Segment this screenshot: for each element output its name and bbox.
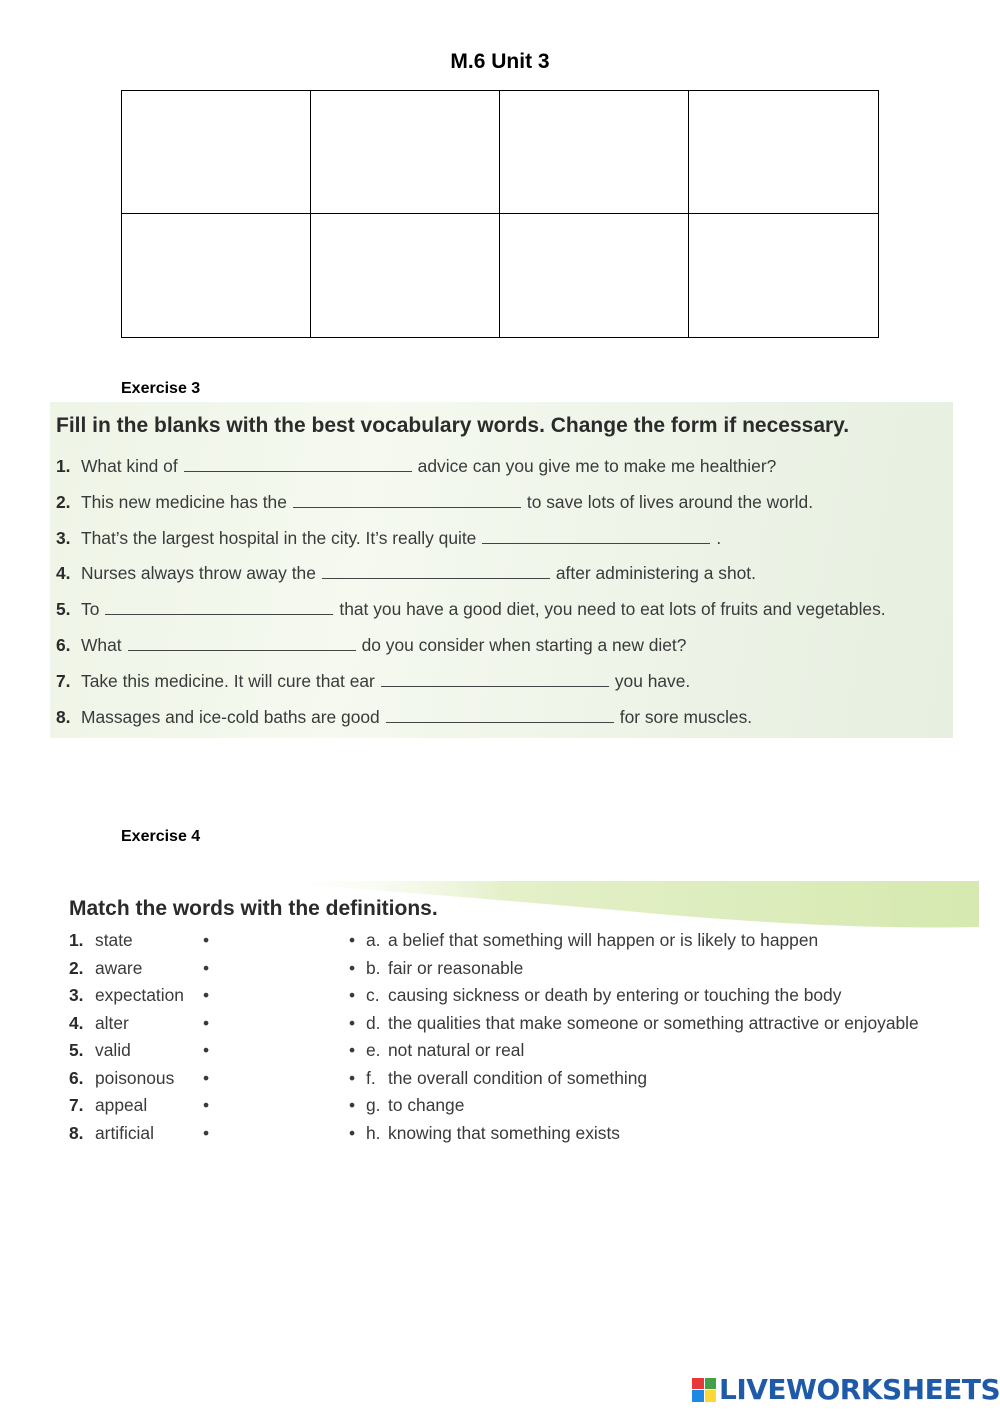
match-definition: to change — [388, 1095, 465, 1115]
word-match-dot[interactable]: • — [203, 1012, 210, 1033]
item-number: 3. — [56, 527, 71, 548]
fill-in-item — [56, 528, 951, 564]
match-definition: knowing that something exists — [388, 1122, 620, 1143]
fill-in-item — [56, 456, 951, 492]
definition-match-dot[interactable]: • — [349, 1012, 356, 1033]
item-number: 1. — [56, 456, 71, 476]
fill-in-item — [56, 671, 951, 707]
answer-blank[interactable] — [381, 673, 609, 687]
word-match-dot[interactable]: • — [203, 1122, 210, 1143]
definition-letter: g. — [366, 1095, 381, 1115]
word-match-dot[interactable]: • — [203, 1095, 210, 1115]
grid-cell — [311, 214, 500, 337]
grid-cell — [500, 214, 689, 337]
item-text-before: Massages and ice-cold baths are good — [81, 706, 380, 727]
matching-row — [69, 930, 989, 958]
word-match-dot[interactable]: • — [203, 1040, 210, 1060]
word-number: 2. — [69, 957, 84, 978]
word-match-dot[interactable]: • — [203, 957, 210, 978]
item-number: 6. — [56, 634, 71, 655]
picture-grid — [121, 90, 879, 338]
grid-cell — [689, 214, 878, 337]
item-text-before: Take this medicine. It will cure that ear — [81, 670, 375, 691]
item-text-after: to save lots of lives around the world. — [526, 491, 814, 512]
word-match-dot[interactable]: • — [203, 985, 210, 1005]
item-text-before: Nurses always throw away the — [81, 563, 316, 584]
definition-letter: f. — [366, 1067, 376, 1088]
match-word: artificial — [95, 1122, 154, 1143]
match-word: aware — [95, 957, 143, 978]
matching-row — [69, 1013, 989, 1041]
answer-blank[interactable] — [184, 458, 412, 472]
item-text-after: that you have a good diet, you need to eat lots of fruits and vegetables. — [339, 599, 886, 620]
logo-square — [705, 1378, 717, 1390]
matching-row — [69, 985, 989, 1013]
exercise-3-heading: Fill in the blanks with the best vocabulary words. Change the form if necessary. — [56, 414, 850, 437]
grid-cell — [311, 91, 500, 214]
item-number: 8. — [56, 706, 71, 727]
matching-row — [69, 1040, 989, 1068]
definition-match-dot[interactable]: • — [349, 1040, 356, 1060]
definition-match-dot[interactable]: • — [349, 957, 356, 978]
logo-square — [692, 1390, 704, 1402]
item-text-after: advice can you give me to make me healthier? — [417, 456, 777, 476]
definition-letter: e. — [366, 1040, 381, 1060]
matching-row — [69, 1095, 989, 1123]
word-number: 7. — [69, 1095, 84, 1115]
exercise-4-label: Exercise 4 — [121, 828, 201, 845]
matching-row — [69, 1068, 989, 1096]
match-word: poisonous — [95, 1067, 175, 1088]
item-text-after: . — [716, 527, 722, 548]
item-text-after: you have. — [614, 670, 691, 691]
matching-row — [69, 1123, 989, 1151]
fill-in-item — [56, 599, 951, 635]
match-definition: the overall condition of something — [388, 1067, 648, 1088]
match-word: alter — [95, 1012, 129, 1033]
word-number: 4. — [69, 1012, 84, 1033]
definition-match-dot[interactable]: • — [349, 985, 356, 1005]
page-title: M.6 Unit 3 — [450, 50, 550, 73]
fill-in-item — [56, 635, 951, 671]
match-word: state — [95, 930, 133, 950]
word-number: 5. — [69, 1040, 84, 1060]
answer-blank[interactable] — [105, 601, 333, 615]
word-number: 3. — [69, 985, 84, 1005]
liveworksheets-logo — [692, 1373, 1000, 1406]
item-number: 5. — [56, 599, 71, 620]
item-number: 4. — [56, 563, 71, 584]
item-number: 7. — [56, 670, 71, 691]
grid-cell — [122, 91, 311, 214]
answer-blank[interactable] — [322, 565, 550, 579]
item-text-before: This new medicine has the — [81, 491, 287, 512]
word-number: 1. — [69, 930, 84, 950]
answer-blank[interactable] — [482, 530, 710, 544]
exercise-4-heading: Match the words with the definitions. — [69, 897, 438, 920]
definition-letter: h. — [366, 1122, 381, 1143]
match-word: appeal — [95, 1095, 148, 1115]
definition-match-dot[interactable]: • — [349, 1122, 356, 1143]
item-text-after: for sore muscles. — [619, 706, 753, 727]
definition-letter: a. — [366, 930, 381, 950]
answer-blank[interactable] — [128, 637, 356, 651]
logo-square — [705, 1390, 717, 1402]
matching-row — [69, 958, 989, 986]
word-number: 8. — [69, 1122, 84, 1143]
exercise-3-list — [56, 456, 951, 742]
item-text-before: To — [81, 599, 100, 620]
fill-in-item — [56, 707, 951, 743]
item-text-after: do you consider when starting a new diet? — [361, 634, 687, 655]
match-definition: a belief that something will happen or is likely to happen — [388, 930, 819, 950]
liveworksheets-logo-icon — [692, 1378, 716, 1402]
word-number: 6. — [69, 1067, 84, 1088]
item-text-before: That’s the largest hospital in the city. It’s really quite — [81, 527, 477, 548]
fill-in-item — [56, 492, 951, 528]
grid-cell — [122, 214, 311, 337]
exercise-4-matching — [69, 930, 989, 1150]
definition-match-dot[interactable]: • — [349, 930, 356, 950]
definition-match-dot[interactable]: • — [349, 1095, 356, 1115]
match-definition: not natural or real — [388, 1040, 525, 1060]
liveworksheets-logo-text: LIVEWORKSHEETS — [719, 1373, 1000, 1406]
match-word: valid — [95, 1040, 131, 1060]
match-definition: causing sickness or death by entering or touching the body — [388, 985, 842, 1005]
match-word: expectation — [95, 985, 184, 1005]
answer-blank[interactable] — [293, 494, 521, 508]
exercise-3-panel — [50, 402, 953, 738]
item-text-after: after administering a shot. — [555, 563, 756, 584]
definition-letter: b. — [366, 957, 381, 978]
item-number: 2. — [56, 491, 71, 512]
item-text-before: What kind of — [81, 456, 178, 476]
word-match-dot[interactable]: • — [203, 930, 210, 950]
answer-blank[interactable] — [386, 709, 614, 723]
match-definition: fair or reasonable — [388, 957, 524, 978]
definition-letter: d. — [366, 1012, 381, 1033]
item-text-before: What — [81, 634, 122, 655]
fill-in-item — [56, 563, 951, 599]
grid-cell — [500, 91, 689, 214]
grid-cell — [689, 91, 878, 214]
definition-letter: c. — [366, 985, 380, 1005]
word-match-dot[interactable]: • — [203, 1067, 210, 1088]
exercise-3-label: Exercise 3 — [121, 380, 201, 397]
logo-square — [692, 1378, 704, 1390]
definition-match-dot[interactable]: • — [349, 1067, 356, 1088]
match-definition: the qualities that make someone or something attractive or enjoyable — [388, 1012, 919, 1033]
